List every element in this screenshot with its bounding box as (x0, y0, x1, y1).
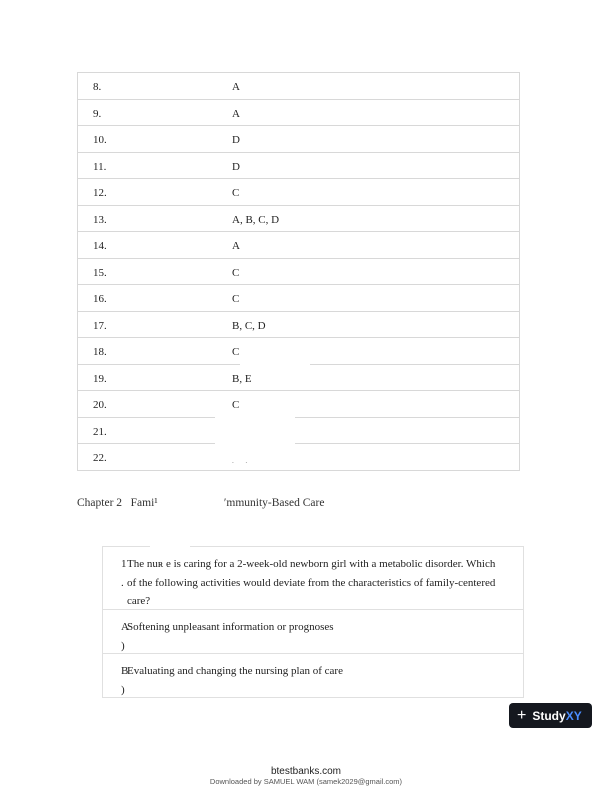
chapter-title: Chapter 2 Fami¹ ′mmunity-Based Care (77, 497, 325, 509)
table-row (78, 312, 519, 339)
answer-value: A (232, 107, 240, 120)
question-number: 1 . (121, 558, 127, 589)
question-number: 19. (93, 372, 107, 385)
plus-icon: + (517, 706, 527, 724)
table-row (78, 206, 519, 233)
answer-value: C (232, 346, 240, 358)
studyxy-badge[interactable] (509, 703, 592, 728)
answer-value: C (232, 293, 240, 305)
answer-value: A (232, 240, 240, 252)
question-number: 16. (93, 293, 107, 305)
table-row (78, 285, 519, 312)
answer-value: A (232, 81, 240, 93)
option-text: Softening unpleasant information or prognoses (127, 621, 334, 633)
redaction-patch (215, 417, 295, 453)
question-number: 14. (93, 240, 107, 252)
question-number: 12. (93, 187, 107, 199)
redaction-patch (240, 360, 310, 368)
question-number: 18. (93, 346, 107, 358)
redaction-patch (245, 402, 315, 414)
answer-value: D (232, 160, 240, 173)
question-number: 10. (93, 134, 107, 146)
question-number: 8. (93, 81, 102, 93)
option-text: Evaluating and changing the nursing plan of care (127, 665, 343, 677)
option-label: A ) (121, 621, 129, 652)
table-row (78, 418, 519, 445)
question-text: The nuʀ e is caring for a 2-week-old newborn girl with a metabolic disorder. Which of the following activities would deviate from the characteristics of family-centered care? (127, 558, 496, 607)
redaction-patch (255, 375, 335, 387)
answer-value: C (232, 187, 240, 199)
redaction-patch (190, 452, 260, 462)
question-number: 15. (93, 266, 107, 279)
footer-site: btestbanks.com (270, 766, 342, 777)
redaction-patch (150, 543, 190, 555)
option-row-b (103, 654, 523, 698)
answer-value: B, E (232, 372, 252, 385)
question-number: 22. (93, 452, 107, 464)
table-row (78, 100, 519, 127)
option-row-a (103, 610, 523, 654)
question-number: 11. (93, 160, 107, 173)
answer-value: C (232, 399, 240, 411)
footer-downloaded: Downloaded by SAMUEL WAM (samek2029@gmail.com) (209, 777, 403, 786)
answer-value: B, C, D (232, 319, 266, 332)
table-row (78, 126, 519, 153)
table-row (78, 179, 519, 206)
question-table (102, 546, 524, 698)
badge-prefix: Study (532, 708, 566, 723)
answer-value: C (232, 266, 240, 279)
table-row (78, 232, 519, 259)
question-number: 13. (93, 213, 107, 226)
table-row (78, 73, 519, 100)
option-label: B ) (121, 665, 129, 696)
badge-suffix: XY (565, 708, 582, 723)
table-row (78, 444, 519, 471)
answer-value: D (232, 134, 240, 146)
table-row (78, 259, 519, 286)
answer-value: A, B, C, D (232, 213, 280, 226)
question-number: 21. (93, 425, 107, 438)
question-number: 20. (93, 399, 107, 411)
question-number: 17. (93, 319, 107, 332)
question-number: 9. (93, 107, 102, 120)
table-row (78, 153, 519, 180)
question-row (103, 547, 523, 610)
